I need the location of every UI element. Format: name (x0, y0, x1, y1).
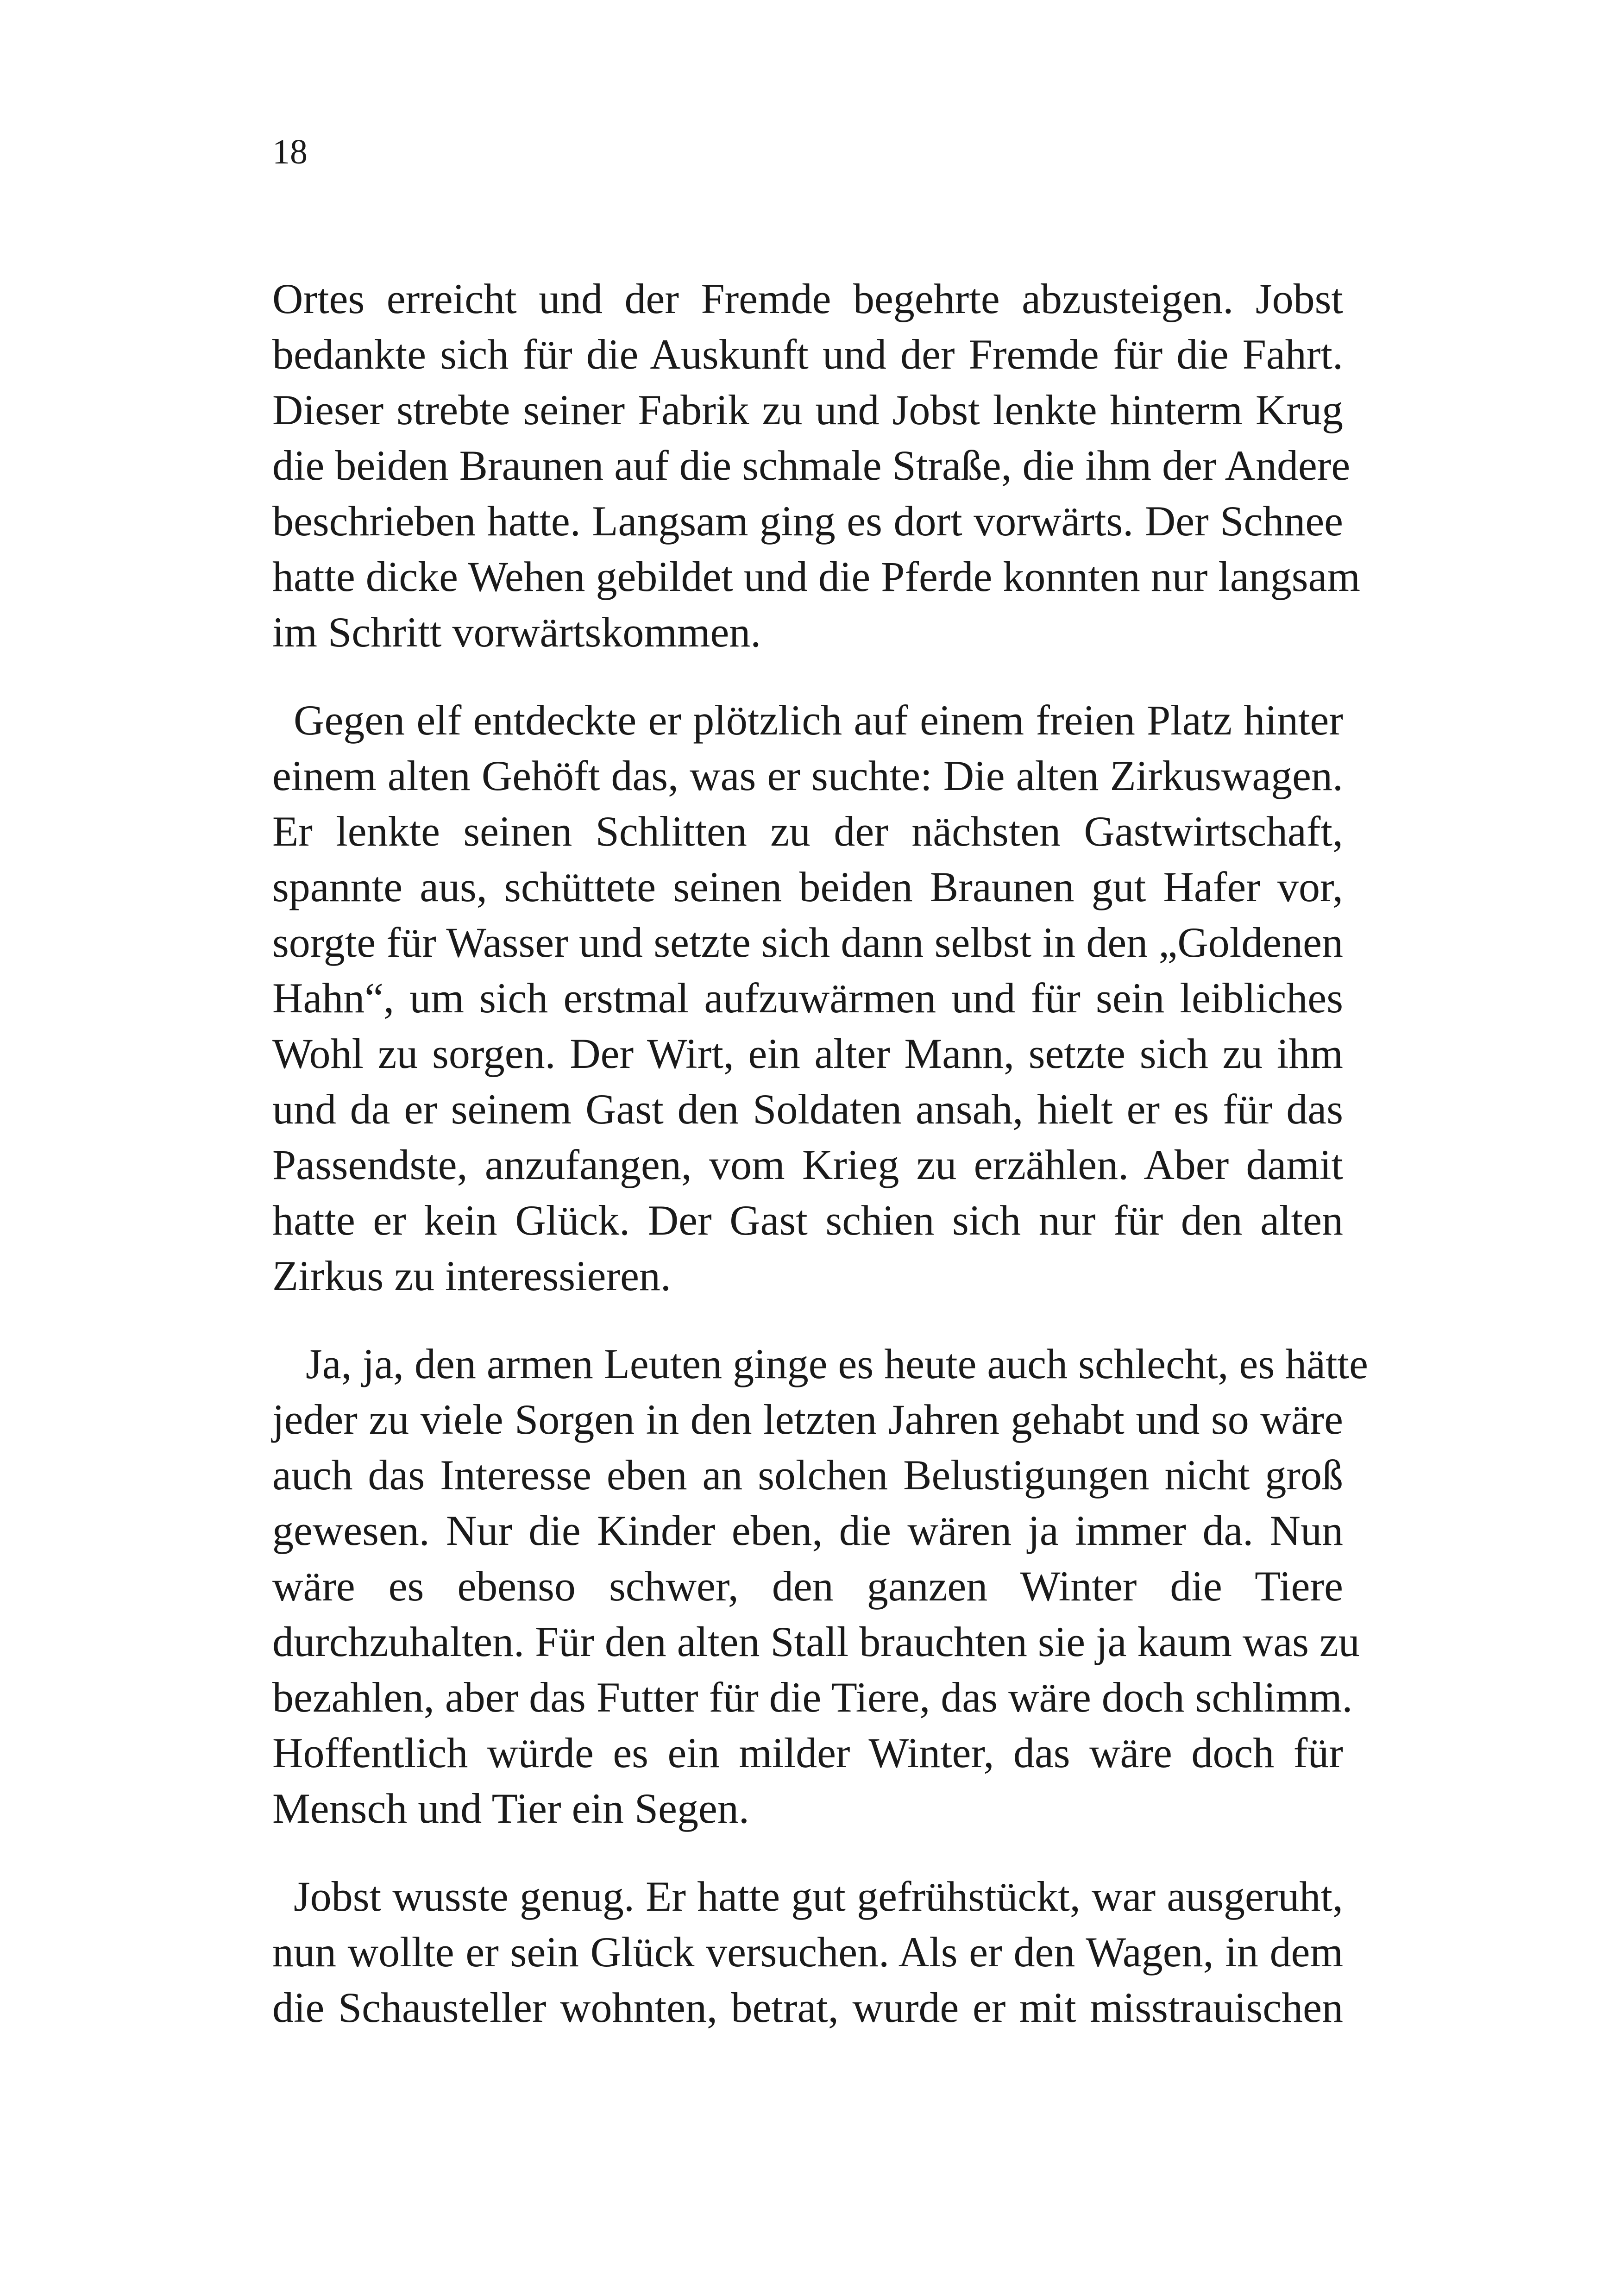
text-line: Ortes erreicht und der Fremde begehrte abzusteigen. Jobst (272, 275, 1343, 322)
text-line: die Schausteller wohnten, betrat, wurde er mit misstrauischen (272, 1984, 1343, 2031)
text-line: nun wollte er sein Glück versuchen. Als er den Wagen, in dem (272, 1928, 1343, 1976)
text-line: Er lenkte seinen Schlitten zu der nächsten Gastwirtschaft, (272, 808, 1343, 855)
paragraph (272, 692, 1343, 1304)
text-line: wäre es ebenso schwer, den ganzen Winter die Tiere (272, 1562, 1343, 1610)
text-line: hatte dicke Wehen gebildet und die Pferde konnten nur langsam (272, 553, 1360, 600)
text-line: gewesen. Nur die Kinder eben, die wären ja immer da. Nun (272, 1507, 1343, 1554)
text-line: hatte er kein Glück. Der Gast schien sich nur für den alten (272, 1197, 1343, 1244)
text-line: bezahlen, aber das Futter für die Tiere, das wäre doch schlimm. (272, 1674, 1353, 1721)
text-line: im Schritt vorwärtskommen. (272, 609, 761, 656)
page-number: 18 (272, 132, 308, 171)
text-line: Jobst wusste genug. Er hatte gut gefrühstückt, war ausgeruht, (294, 1873, 1343, 1920)
paragraph (272, 271, 1360, 660)
text-line: Hahn“, um sich erstmal aufzuwärmen und für sein leibliches (272, 974, 1343, 1022)
text-line: spannte aus, schüttete seinen beiden Braunen gut Hafer vor, (272, 863, 1343, 910)
text-line: jeder zu viele Sorgen in den letzten Jahren gehabt und so wäre (272, 1396, 1343, 1443)
paragraph (272, 1336, 1368, 1836)
text-line: und da er seinem Gast den Soldaten ansah, hielt er es für das (272, 1085, 1343, 1133)
text-line: auch das Interesse eben an solchen Belustigungen nicht groß (272, 1451, 1343, 1499)
text-line: die beiden Braunen auf die schmale Straße, die ihm der Andere (272, 442, 1351, 489)
body-text (272, 271, 1368, 2068)
text-line: Ja, ja, den armen Leuten ginge es heute auch schlecht, es hätte (306, 1340, 1368, 1387)
text-line: Hoffentlich würde es ein milder Winter, das wäre doch für (272, 1729, 1343, 1776)
text-line: Zirkus zu interessieren. (272, 1252, 671, 1299)
text-line: bedankte sich für die Auskunft und der Fremde für die Fahrt. (272, 331, 1343, 378)
text-line: Wohl zu sorgen. Der Wirt, ein alter Mann, setzte sich zu ihm (272, 1030, 1343, 1077)
text-line: Passendste, anzufangen, vom Krieg zu erzählen. Aber damit (272, 1141, 1343, 1188)
text-line: Gegen elf entdeckte er plötzlich auf einem freien Platz hinter (294, 696, 1343, 744)
paragraph (272, 1869, 1343, 2035)
text-line: durchzuhalten. Für den alten Stall brauchten sie ja kaum was zu (272, 1618, 1360, 1665)
text-line: sorgte für Wasser und setzte sich dann selbst in den „Goldenen (272, 919, 1343, 966)
text-line: einem alten Gehöft das, was er suchte: Die alten Zirkuswagen. (272, 752, 1343, 799)
text-line: beschrieben hatte. Langsam ging es dort vorwärts. Der Schnee (272, 497, 1343, 545)
text-line: Mensch und Tier ein Segen. (272, 1785, 749, 1832)
text-line: Dieser strebte seiner Fabrik zu und Jobst lenkte hinterm Krug (272, 386, 1343, 433)
